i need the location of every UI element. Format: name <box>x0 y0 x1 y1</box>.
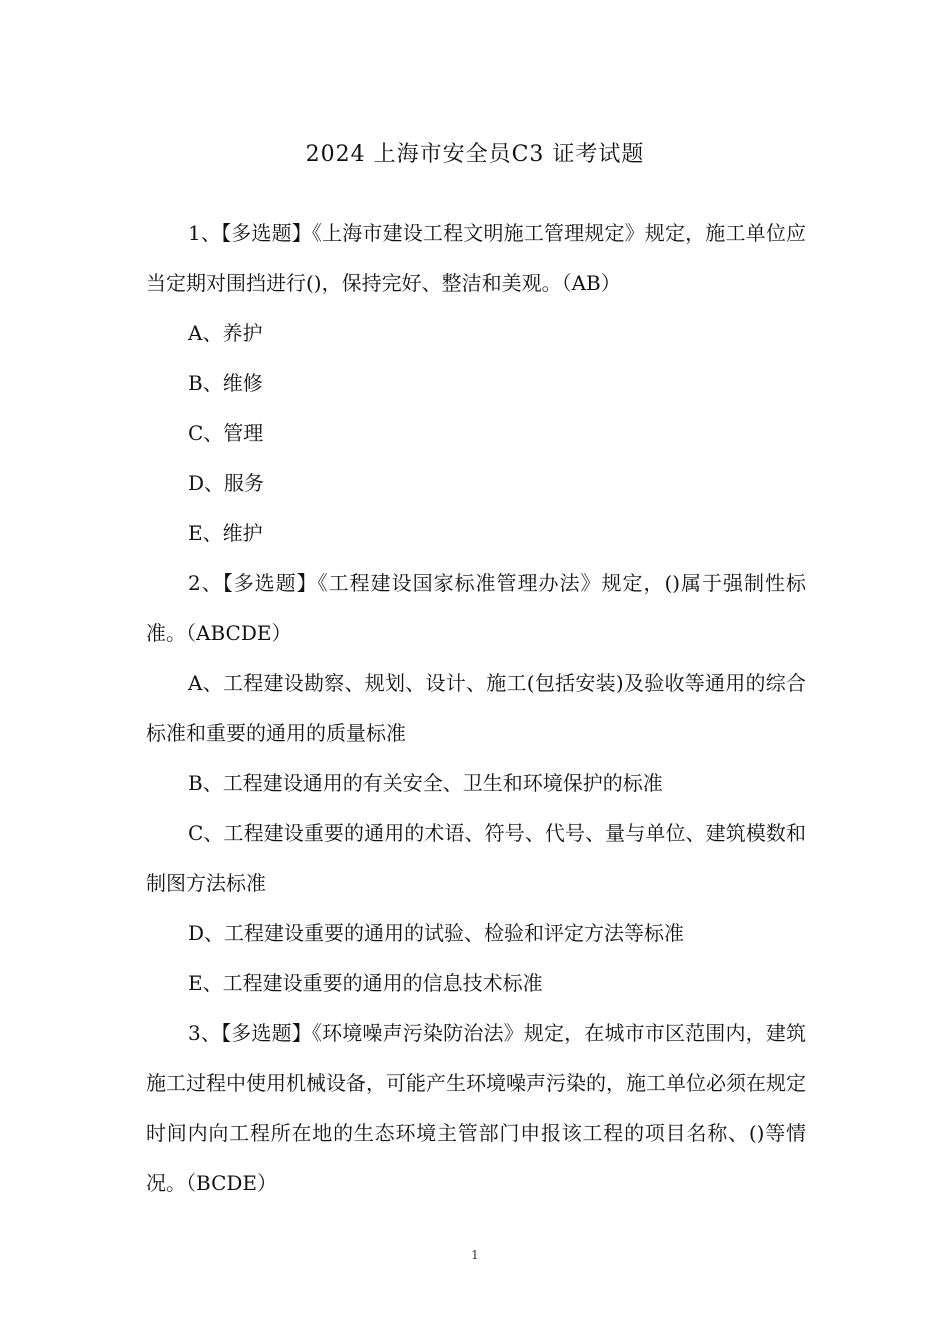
option-2b: B、工程建设通用的有关安全、卫生和环境保护的标准 <box>188 771 663 795</box>
option-1e: E、维护 <box>188 521 263 545</box>
option-2a: A、工程建设勘察、规划、设计、施工(包括安装)及验收等通用的综合标准和重要的通用的质量标准 <box>146 671 806 745</box>
option-1d: D、服务 <box>188 471 265 495</box>
page-title: 2024 上海市安全员C3 证考试题 <box>305 142 645 167</box>
question-2: 2、【多选题】《工程建设国家标准管理办法》规定，()属于强制性标准。（ABCDE） <box>146 571 806 645</box>
page-number: 1 <box>471 1248 479 1262</box>
option-1a: A、养护 <box>188 321 263 345</box>
option-2c: C、工程建设重要的通用的术语、符号、代号、量与单位、建筑模数和制图方法标准 <box>146 821 806 895</box>
question-1: 1、【多选题】《上海市建设工程文明施工管理规定》规定，施工单位应当定期对围挡进行()，保持完好、整洁和美观。（AB） <box>146 221 806 295</box>
option-2e: E、工程建设重要的通用的信息技术标准 <box>188 971 543 995</box>
option-1c: C、管理 <box>188 421 264 445</box>
document-body <box>146 208 806 1208</box>
question-3: 3、【多选题】《环境噪声污染防治法》规定，在城市市区范围内，建筑施工过程中使用机械设备，可能产生环境噪声污染的，施工单位必须在规定时间内向工程所在地的生态环境主管部门申报该工程的项目名称、()等情况。（BCDE） <box>146 1021 806 1195</box>
option-1b: B、维修 <box>188 371 263 395</box>
option-2d: D、工程建设重要的通用的试验、检验和评定方法等标准 <box>188 921 685 945</box>
